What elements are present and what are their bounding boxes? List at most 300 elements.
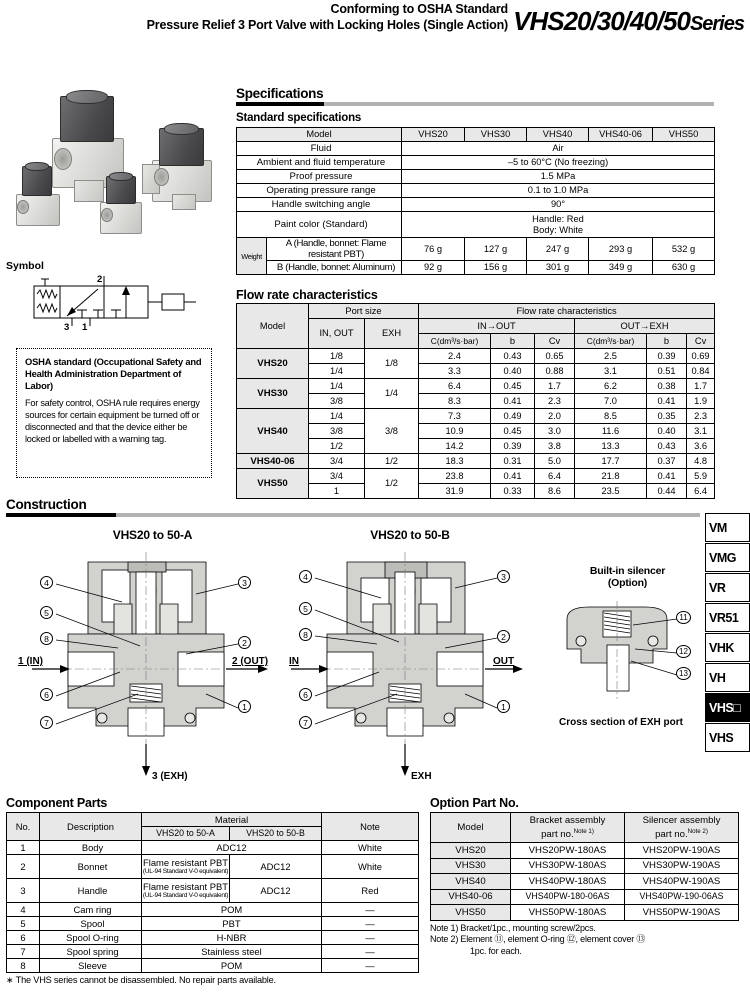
spec-col-vhs30: VHS30: [465, 128, 527, 142]
flow-c1: 6.4: [419, 379, 491, 394]
op-silencer: VHS50PW-190AS: [625, 905, 739, 921]
cp-mat-a-sub: (UL-94 Standard V-0 equivalent): [142, 892, 229, 899]
op-silencer: VHS40PW-190AS: [625, 874, 739, 890]
cp-no: 5: [7, 917, 40, 931]
op-bracket-l1: Bracket assembly: [529, 814, 606, 826]
cp-material-b: ADC12: [230, 855, 322, 879]
header-title-block: [147, 2, 508, 33]
flow-b1: 0.40: [491, 364, 535, 379]
weight-b-vhs40: 301 g: [527, 261, 589, 275]
table-row: [237, 379, 715, 394]
paint-handle: Handle: Red: [532, 213, 584, 224]
series-name: VHS20/30/40/50: [513, 6, 690, 36]
op-model: VHS40: [431, 874, 511, 890]
weight-a-vhs50: 532 g: [653, 238, 715, 261]
cp-col-note: Note: [322, 813, 419, 841]
op-model: VHS50: [431, 905, 511, 921]
table-row: [7, 841, 419, 855]
flow-port: 3/8: [309, 424, 365, 439]
flow-b1: 0.43: [491, 349, 535, 364]
flow-port: 1/4: [309, 364, 365, 379]
op-silencer-l1: Silencer assembly: [642, 814, 721, 826]
spec-value-switching-angle: 90°: [402, 198, 715, 212]
series-suffix: Series: [689, 13, 744, 35]
drawing-a-title: VHS20 to 50-A: [112, 528, 193, 542]
option-part-no-title: Option Part No.: [430, 796, 519, 810]
spec-col-vhs40: VHS40: [527, 128, 589, 142]
op-silencer: VHS20PW-190AS: [625, 843, 739, 859]
osha-heading: OSHA standard (Occupational Safety and Health Administration Department of Labor): [25, 356, 202, 392]
section-rule: [6, 513, 700, 517]
table-row: [237, 156, 715, 170]
flow-b2: 0.41: [647, 469, 687, 484]
weight-a-vhs20: 76 g: [402, 238, 465, 261]
table-row-header: [237, 128, 715, 142]
flow-b2: 0.51: [647, 364, 687, 379]
flow-group-characteristics: Flow rate characteristics: [419, 304, 715, 319]
port-label-out-a: 2 (OUT): [232, 656, 269, 667]
table-row: [7, 855, 419, 879]
table-row: [237, 409, 715, 424]
weight-b-vhs40-06: 349 g: [589, 261, 653, 275]
option-note-2: Note 2) Element ⑪, element O-ring ⑫, element cover ⑬: [430, 934, 646, 945]
osha-body: For safety control, OSHA rule requires energy sources for certain equipment be turned off or disconnected and that the device either be locked or labelled with a warning tag.: [25, 397, 200, 445]
component-parts-note: ∗ The VHS series cannot be disassembled. No repair parts available.: [6, 975, 276, 985]
flow-port: 3/4: [309, 469, 365, 484]
callout-b-1: 1: [497, 700, 510, 713]
flow-cv1: 0.88: [535, 364, 575, 379]
flow-cv2: 3.6: [687, 439, 715, 454]
callout-a-1: 1: [238, 700, 251, 713]
flow-cv2: 5.9: [687, 469, 715, 484]
cp-no: 7: [7, 945, 40, 959]
component-parts-table: [6, 812, 419, 973]
op-silencer-l2: part no.: [655, 829, 688, 841]
spec-value-temperature: –5 to 60°C (No freezing): [402, 156, 715, 170]
table-row: [237, 469, 715, 484]
callout-b-8: 8: [299, 628, 312, 641]
flow-col-c-in: C(dm³/s·bar): [419, 334, 491, 349]
callout-a-2: 2: [238, 636, 251, 649]
flow-c1: 14.2: [419, 439, 491, 454]
cp-desc: Bonnet: [40, 855, 142, 879]
flow-model-vhs40: VHS40: [237, 409, 309, 454]
tab-vhs[interactable]: VHS: [705, 723, 750, 752]
table-row-header: [431, 813, 739, 843]
flow-b1: 0.45: [491, 424, 535, 439]
flow-b1: 0.33: [491, 484, 535, 499]
cp-material: POM: [142, 903, 322, 917]
option-part-table: [430, 812, 739, 921]
spec-col-vhs50: VHS50: [653, 128, 715, 142]
flow-b2: 0.38: [647, 379, 687, 394]
component-parts-table-wrap: [6, 812, 424, 986]
table-row: [237, 364, 715, 379]
cp-desc: Spool spring: [40, 945, 142, 959]
osha-note-box: [16, 348, 212, 478]
cp-material-a: [142, 855, 230, 879]
weight-b-vhs30: 156 g: [465, 261, 527, 275]
table-row: [237, 212, 715, 238]
cp-col-material: Material: [142, 813, 322, 827]
spec-col-vhs40-06: VHS40-06: [589, 128, 653, 142]
tab-vh[interactable]: VH: [705, 663, 750, 692]
cp-note: —: [322, 917, 419, 931]
callout-silencer-13: 13: [676, 667, 691, 680]
cp-desc: Spool: [40, 917, 142, 931]
flow-port: 3/8: [309, 394, 365, 409]
flow-b1: 0.41: [491, 469, 535, 484]
table-row: [7, 931, 419, 945]
spec-col-model: Model: [237, 128, 402, 142]
table-row: [431, 858, 739, 874]
flow-c2: 2.5: [575, 349, 647, 364]
callout-silencer-11: 11: [676, 611, 691, 624]
spec-value-operating-pressure: 0.1 to 1.0 MPa: [402, 184, 715, 198]
callout-b-2: 2: [497, 630, 510, 643]
op-bracket: VHS50PW-180AS: [511, 905, 625, 921]
weight-a-label: A (Handle, bonnet: Flame resistant PBT): [267, 238, 402, 261]
symbol-label: Symbol: [6, 260, 44, 272]
flow-col-b-in: b: [491, 334, 535, 349]
silencer-title-1: Built-in silencer: [589, 565, 666, 577]
table-row: [237, 454, 715, 469]
flow-cv2: 1.7: [687, 379, 715, 394]
weight-b-vhs20: 92 g: [402, 261, 465, 275]
cp-no: 2: [7, 855, 40, 879]
flow-c1: 3.3: [419, 364, 491, 379]
cp-note: Red: [322, 879, 419, 903]
construction-drawing-a: [10, 528, 295, 793]
tab-vm[interactable]: VM: [705, 513, 750, 542]
table-row: [431, 874, 739, 890]
tab-vhk[interactable]: VHK: [705, 633, 750, 662]
table-row-header: [237, 319, 715, 334]
cp-material: H-NBR: [142, 931, 322, 945]
option-part-table-wrap: [430, 812, 748, 957]
flow-cv1: 3.8: [535, 439, 575, 454]
op-model: VHS30: [431, 858, 511, 874]
spec-label-weight: Weight: [237, 238, 267, 275]
table-row: [237, 198, 715, 212]
component-parts-title: Component Parts: [6, 796, 108, 810]
silencer-detail: [545, 565, 710, 755]
weight-b-vhs50: 630 g: [653, 261, 715, 275]
cp-mat-a-main: Flame resistant PBT: [143, 857, 228, 868]
cp-note: —: [322, 945, 419, 959]
callout-b-7: 7: [299, 716, 312, 729]
flow-c2: 3.1: [575, 364, 647, 379]
flow-exh: 1/4: [365, 379, 419, 409]
callout-a-7: 7: [40, 716, 53, 729]
flow-c1: 23.8: [419, 469, 491, 484]
flow-cv2: 0.84: [687, 364, 715, 379]
weight-b-label: B (Handle, bonnet: Aluminum): [267, 261, 402, 275]
flow-model-vhs40-06: VHS40-06: [237, 454, 309, 469]
spec-col-vhs20: VHS20: [402, 128, 465, 142]
table-row: [237, 261, 715, 275]
product-photo: [4, 52, 232, 252]
flow-c2: 11.6: [575, 424, 647, 439]
flow-dir-in-out: IN→OUT: [419, 319, 575, 334]
spec-label-paint-color: Paint color (Standard): [237, 212, 402, 238]
flow-c1: 31.9: [419, 484, 491, 499]
flow-port: 1/2: [309, 439, 365, 454]
flow-rate-table: [236, 303, 715, 499]
flow-b1: 0.41: [491, 394, 535, 409]
table-row: [237, 439, 715, 454]
standard-specifications-table-wrap: [236, 127, 714, 275]
cp-material-b: ADC12: [230, 879, 322, 903]
flow-c1: 10.9: [419, 424, 491, 439]
op-col-silencer: [625, 813, 739, 843]
symbol-port-3: 3: [64, 322, 70, 333]
flow-cv2: 2.3: [687, 409, 715, 424]
op-col-bracket: [511, 813, 625, 843]
flow-col-b-out: b: [647, 334, 687, 349]
table-row: [7, 879, 419, 903]
callout-a-6: 6: [40, 688, 53, 701]
spec-value-fluid: Air: [402, 142, 715, 156]
cp-material: POM: [142, 959, 322, 973]
flow-b2: 0.35: [647, 409, 687, 424]
flow-port: 1/4: [309, 409, 365, 424]
cp-note: White: [322, 841, 419, 855]
callout-a-8: 8: [40, 632, 53, 645]
port-label-out-b: OUT: [493, 656, 515, 667]
cp-col-mat-b: VHS20 to 50-B: [230, 827, 322, 841]
flow-cv1: 8.6: [535, 484, 575, 499]
op-bracket: VHS40PW-180-06AS: [511, 889, 625, 905]
symbol-svg: [12, 274, 232, 330]
specifications-section-header: [236, 86, 714, 106]
page-header: [0, 0, 750, 46]
flow-col-in-out: IN, OUT: [309, 319, 365, 349]
series-tab-strip: [705, 513, 750, 753]
flow-cv1: 1.7: [535, 379, 575, 394]
cp-col-no: No.: [7, 813, 40, 841]
spec-value-paint-color: [402, 212, 715, 238]
flow-col-c-out: C(dm³/s·bar): [575, 334, 647, 349]
table-row-header: [7, 813, 419, 827]
flow-rate-table-wrap: [236, 303, 714, 499]
silencer-svg: [549, 601, 689, 711]
callout-a-5: 5: [40, 606, 53, 619]
header-line-1: Conforming to OSHA Standard: [330, 2, 508, 16]
port-label-exh-b: EXH: [411, 771, 432, 782]
flow-col-exh: EXH: [365, 319, 419, 349]
header-line-2: Pressure Relief 3 Port Valve with Locking Holes (Single Action): [146, 18, 508, 32]
cp-desc: Sleeve: [40, 959, 142, 973]
weight-a-vhs40: 247 g: [527, 238, 589, 261]
cp-no: 1: [7, 841, 40, 855]
cp-mat-a-sub: (UL-94 Standard V-0 equivalent): [142, 868, 229, 875]
cp-note: —: [322, 959, 419, 973]
spec-label-temperature: Ambient and fluid temperature: [237, 156, 402, 170]
drawing-b-svg: [285, 548, 555, 788]
cp-note: —: [322, 931, 419, 945]
flow-cv1: 3.0: [535, 424, 575, 439]
flow-c2: 17.7: [575, 454, 647, 469]
cp-col-description: Description: [40, 813, 142, 841]
flow-port: 1: [309, 484, 365, 499]
flow-exh: 1/2: [365, 454, 419, 469]
callout-a-4: 4: [40, 576, 53, 589]
op-bracket: VHS30PW-180AS: [511, 858, 625, 874]
spec-value-proof-pressure: 1.5 MPa: [402, 170, 715, 184]
construction-title: Construction: [6, 497, 87, 512]
cp-desc: Body: [40, 841, 142, 855]
construction-drawing-b: [285, 528, 560, 793]
table-row: [237, 424, 715, 439]
flow-cv1: 6.4: [535, 469, 575, 484]
cp-desc: Cam ring: [40, 903, 142, 917]
flow-b2: 0.44: [647, 484, 687, 499]
flow-col-cv-in: Cv: [535, 334, 575, 349]
tab-vr[interactable]: VR: [705, 573, 750, 602]
flow-b2: 0.39: [647, 349, 687, 364]
flow-c2: 7.0: [575, 394, 647, 409]
cp-desc: Spool O-ring: [40, 931, 142, 945]
cp-note: White: [322, 855, 419, 879]
table-row: [431, 843, 739, 859]
symbol-diagram: [6, 260, 231, 333]
flow-rate-title: Flow rate characteristics: [236, 288, 378, 302]
flow-model-vhs20: VHS20: [237, 349, 309, 379]
symbol-port-1: 1: [82, 322, 88, 333]
cp-material: ADC12: [142, 841, 322, 855]
flow-c1: 18.3: [419, 454, 491, 469]
flow-b1: 0.45: [491, 379, 535, 394]
flow-dir-out-exh: OUT→EXH: [575, 319, 715, 334]
flow-b1: 0.39: [491, 439, 535, 454]
standard-specifications-title: Standard specifications: [236, 112, 362, 124]
flow-exh: 3/8: [365, 409, 419, 454]
cp-mat-a-main: Flame resistant PBT: [143, 881, 228, 892]
flow-c2: 8.5: [575, 409, 647, 424]
spec-label-fluid: Fluid: [237, 142, 402, 156]
callout-silencer-12: 12: [676, 645, 691, 658]
weight-a-vhs30: 127 g: [465, 238, 527, 261]
port-label-exh-a: 3 (EXH): [152, 771, 188, 782]
cp-material-a: [142, 879, 230, 903]
flow-c1: 2.4: [419, 349, 491, 364]
tab-vmg[interactable]: VMG: [705, 543, 750, 572]
spec-label-proof-pressure: Proof pressure: [237, 170, 402, 184]
flow-c2: 6.2: [575, 379, 647, 394]
table-row-header: [237, 304, 715, 319]
drawing-b-title: VHS20 to 50-B: [370, 528, 450, 542]
option-note-1: Note 1) Bracket/1pc., mounting screw/2pcs.: [430, 922, 596, 933]
flow-cv1: 5.0: [535, 454, 575, 469]
flow-cv1: 2.3: [535, 394, 575, 409]
tab-vr51[interactable]: VR51: [705, 603, 750, 632]
paint-body: Body: White: [532, 224, 584, 235]
table-row: [237, 170, 715, 184]
table-row: [237, 184, 715, 198]
flow-group-port-size: Port size: [309, 304, 419, 319]
op-bracket-note-ref: Note 1): [573, 827, 594, 835]
flow-c2: 13.3: [575, 439, 647, 454]
flow-model-vhs50: VHS50: [237, 469, 309, 499]
callout-a-3: 3: [238, 576, 251, 589]
flow-port: 1/8: [309, 349, 365, 364]
callout-b-4: 4: [299, 570, 312, 583]
flow-b1: 0.31: [491, 454, 535, 469]
op-silencer: VHS40PW-190-06AS: [625, 889, 739, 905]
table-row: [7, 903, 419, 917]
option-part-notes: [430, 923, 748, 958]
flow-cv2: 4.8: [687, 454, 715, 469]
flow-cv1: 0.65: [535, 349, 575, 364]
flow-col-cv-out: Cv: [687, 334, 715, 349]
table-row: [431, 889, 739, 905]
construction-section-header: [6, 497, 700, 517]
table-row: [7, 945, 419, 959]
option-note-2b: 1pc. for each.: [470, 945, 522, 956]
table-row: [7, 959, 419, 973]
flow-exh: 1/2: [365, 469, 419, 499]
flow-cv2: 6.4: [687, 484, 715, 499]
table-row: [237, 394, 715, 409]
tab-vhs-box[interactable]: VHS□: [705, 693, 750, 722]
flow-c2: 23.5: [575, 484, 647, 499]
op-col-model: Model: [431, 813, 511, 843]
table-row: [237, 142, 715, 156]
flow-b2: 0.40: [647, 424, 687, 439]
op-bracket-l2: part no.: [541, 829, 574, 841]
callout-b-6: 6: [299, 688, 312, 701]
flow-b1: 0.49: [491, 409, 535, 424]
flow-cv1: 2.0: [535, 409, 575, 424]
flow-port: 1/4: [309, 379, 365, 394]
flow-c1: 7.3: [419, 409, 491, 424]
table-row: [237, 349, 715, 364]
op-bracket: VHS40PW-180AS: [511, 874, 625, 890]
cp-desc: Handle: [40, 879, 142, 903]
flow-cv2: 3.1: [687, 424, 715, 439]
cp-col-mat-a: VHS20 to 50-A: [142, 827, 230, 841]
flow-c2: 21.8: [575, 469, 647, 484]
table-row: [431, 905, 739, 921]
spec-label-operating-pressure: Operating pressure range: [237, 184, 402, 198]
op-silencer-note-ref: Note 2): [687, 827, 708, 835]
flow-c1: 8.3: [419, 394, 491, 409]
table-row: [7, 917, 419, 931]
cp-no: 8: [7, 959, 40, 973]
weight-a-vhs40-06: 293 g: [589, 238, 653, 261]
op-model: VHS20: [431, 843, 511, 859]
standard-specifications-table: [236, 127, 715, 275]
spec-label-switching-angle: Handle switching angle: [237, 198, 402, 212]
specifications-title: Specifications: [236, 86, 324, 101]
flow-b2: 0.41: [647, 394, 687, 409]
flow-col-model: Model: [237, 304, 309, 349]
section-rule: [236, 102, 714, 106]
cp-no: 6: [7, 931, 40, 945]
cp-material: Stainless steel: [142, 945, 322, 959]
port-label-in-a: 1 (IN): [18, 656, 43, 667]
flow-b2: 0.43: [647, 439, 687, 454]
flow-port: 3/4: [309, 454, 365, 469]
flow-exh: 1/8: [365, 349, 419, 379]
cp-material: PBT: [142, 917, 322, 931]
series-title: [513, 6, 744, 37]
op-silencer: VHS30PW-190AS: [625, 858, 739, 874]
flow-cv2: 1.9: [687, 394, 715, 409]
flow-cv2: 0.69: [687, 349, 715, 364]
flow-b2: 0.37: [647, 454, 687, 469]
